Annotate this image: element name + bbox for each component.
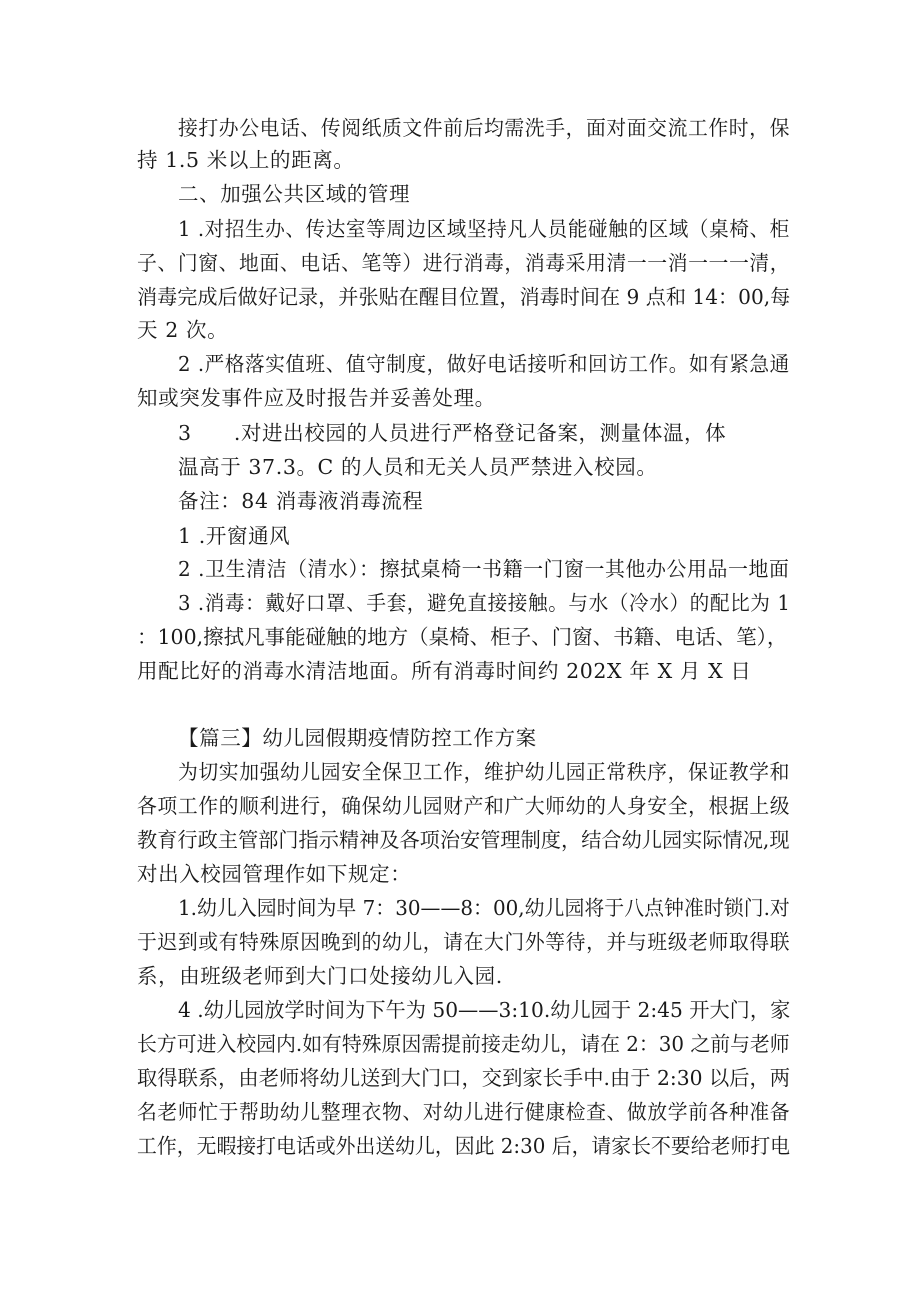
paragraph-line: 系，由班级老师到大门口处接幼儿入园. — [137, 964, 503, 988]
note-heading: 备注：84 消毒液消毒流程 — [178, 489, 424, 513]
paragraph-line: 名老师忙于帮助幼儿整理衣物、对幼儿进行健康检查、做放学前各种准备 — [137, 1100, 791, 1124]
paragraph-line: 1.幼儿入园时间为早 7：30——8：00,幼儿园将于八点钟准时锁门.对 — [178, 896, 790, 920]
list-item: 1 .开窗通风 — [178, 524, 291, 548]
paragraph-line: 取得联系，由老师将幼儿送到大门口，交到家长手中.由于 2:30 以后，两 — [137, 1066, 791, 1090]
paragraph-line: 2 .严格落实值班、值守制度，做好电话接听和回访工作。如有紧急通 — [178, 352, 790, 376]
paragraph-line: 子、门窗、地面、电话、笔等）进行消毒，消毒采用清一一消一一一清， — [137, 251, 791, 275]
paragraph-line: 接打办公电话、传阅纸质文件前后均需洗手，面对面交流工作时，保 — [178, 116, 790, 140]
paragraph-line: 长方可进入校园内.如有特殊原因需提前接走幼儿，请在 2：30 之前与老师 — [137, 1032, 790, 1056]
paragraph-line: 4 .幼儿园放学时间为下午为 50——3:10.幼儿园于 2:45 开大门，家 — [178, 998, 791, 1022]
paragraph-line: 对出入校园管理作如下规定： — [137, 862, 412, 886]
paragraph-line: 教育行政主管部门指示精神及各项治安管理制度，结合幼儿园实际情况,现 — [137, 828, 790, 852]
paragraph-line: 天 2 次。 — [137, 318, 229, 342]
section-heading: 二、加强公共区域的管理 — [178, 182, 411, 206]
paragraph-line: 工作，无暇接打电话或外出送幼儿，因此 2:30 后，请家长不要给老师打电 — [137, 1134, 791, 1158]
list-item: 3 .消毒：戴好口罩、手套，避免直接接触。与水（冷水）的配比为 1 — [178, 591, 791, 615]
paragraph-line: ：100,擦拭凡事能碰触的地方（桌椅、柜子、门窗、书籍、电话、笔）， — [137, 625, 788, 649]
paragraph-line: 为切实加强幼儿园安全保卫工作，维护幼儿园正常秩序，保证教学和 — [178, 760, 790, 784]
paragraph-line: 3 .对进出校园的人员进行严格登记备案，测量体温，体 — [178, 421, 727, 445]
paragraph-line: 于迟到或有特殊原因晚到的幼儿，请在大门外等待，并与班级老师取得联 — [137, 930, 791, 954]
paragraph-line: 知或突发事件应及时报告并妥善处理。 — [137, 386, 496, 410]
chapter-title: 【篇三】幼儿园假期疫情防控工作方案 — [178, 726, 537, 750]
paragraph-line: 用配比好的消毒水清洁地面。所有消毒时间约 202X 年 X 月 X 日 — [137, 659, 752, 683]
paragraph-line: 消毒完成后做好记录，并张贴在醒目位置，消毒时间在 9 点和 14：00,每 — [137, 285, 791, 309]
paragraph-line: 1 .对招生办、传达室等周边区域坚持凡人员能碰触的区域（桌椅、柜 — [178, 217, 790, 241]
list-item: 2 .卫生清洁（清水）：擦拭桌椅一书籍一门窗一其他办公用品一地面 — [178, 557, 790, 581]
paragraph-line: 持 1.5 米以上的距离。 — [137, 148, 355, 172]
paragraph-line: 各项工作的顺利进行，确保幼儿园财产和广大师幼的人身安全，根据上级 — [137, 794, 791, 818]
paragraph-line: 温高于 37.3。C 的人员和无关人员严禁进入校园。 — [178, 455, 658, 479]
